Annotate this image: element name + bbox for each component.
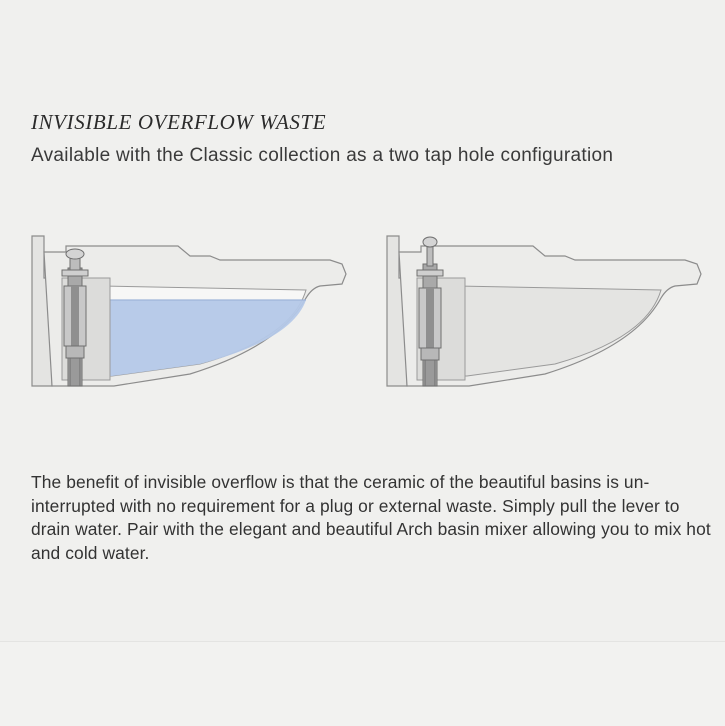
basin-drained-drawing — [385, 226, 705, 406]
basin-drained-illustration — [385, 226, 705, 406]
bottom-band — [0, 641, 725, 726]
basin-filled-drawing — [30, 226, 350, 406]
basin-filled-illustration — [30, 226, 350, 406]
section-subheading: Available with the Classic collection as a two tap hole configuration — [31, 145, 614, 166]
section-heading: INVISIBLE OVERFLOW WASTE — [31, 110, 327, 134]
body-paragraph: The benefit of invisible overflow is that the ceramic of the beautiful basins is un-interrupted with no requirement for a plug or external waste. Simply pull the lever to drain water. Pair with the elegant and beautiful Arch basin mixer allowing you to mix hot and cold water. — [31, 472, 711, 563]
